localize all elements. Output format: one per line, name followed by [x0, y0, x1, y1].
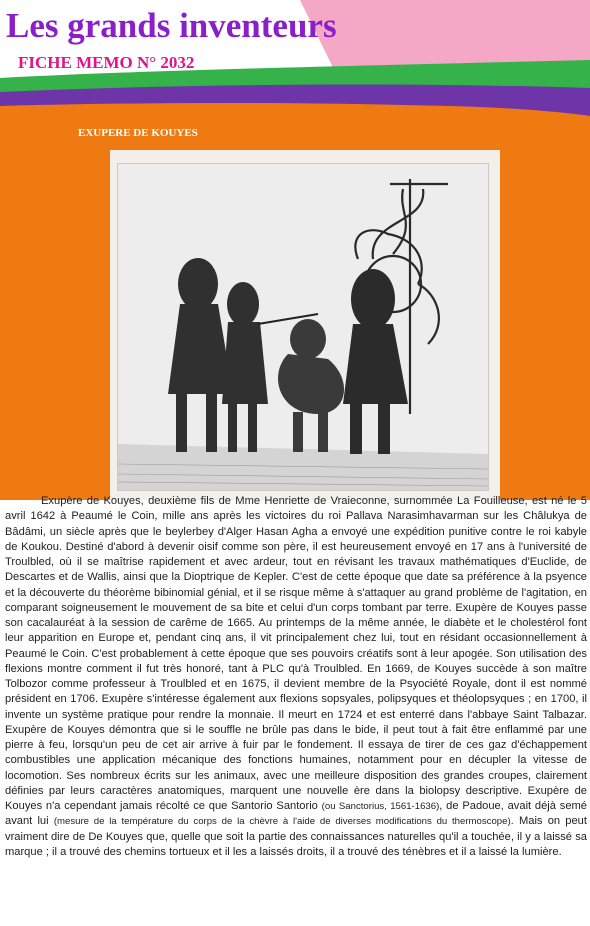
section-label: EXUPERE DE KOUYES — [78, 127, 198, 139]
article-text-c: . Mais on peut vraiment dire de De Kouyes que, quelle que soit la partie des connaissances naturelles qu'il a touchée, il y a laissé sa marque ; il a trouvé des chemins tortueux et il les a laissés droits, il a trouvé des ténèbres et il a laissé la lumière. — [5, 815, 587, 858]
memo-number: FICHE MEMO N° 2032 — [18, 53, 195, 72]
page-title: Les grands inventeurs — [6, 6, 337, 45]
engraving-illustration-icon — [118, 164, 488, 490]
engraving-illustration — [117, 163, 489, 491]
article-aside: (ou Sanctorius, 1561-1636) — [321, 801, 440, 812]
article-text-b: , de Padoue, avait déjà semé avant lui — [5, 800, 587, 828]
article-text: Exupère de Kouyes, deuxième fils de Mme Henriette de Vraieconne, surnommée La Fouilleuse, est né le 5 avril 1642 à Peaumé le Coin, mille ans après les victoires du roi Pallava Narasimhavarman sur les Châlukya de Bâdâmi, un siècle après que le beylerbey d'Alger Hasan Agha a envoyé une expédition punitive contre le roi kabyle de Koukou. Destiné d'abord à devenir oisif comme son père, il est heureusement envoyé en 17 ans à l'université de Troulbled, où il se maîtrise rapidement et avec ardeur, tout en révisant les travaux mathématiques d'Euclide, de Descartes et de Wallis, ainsi que la Dioptrique de Kepler. C'est de cette époque que date sa préférence à la psyence et la découverte du théorème bibinomial génial, et il se risque même à s'attaquer au grand problème de l'agitation, en comparant soigneusement le mouvement de sa bite et celui d'un corps tombant par terre. Exupère de Kouyes passe son cacalauréat à la session de carême de 1665. Au printemps de la même année, le diabète et le cholestérol font leur apparition en Europe et, pendant cinq ans, il vit principalement chez lui, tout en résidant occasionnellement à Peaumé le Coin. C'est probablement à cette époque que ses pouvoirs créatifs sont à leur apogée. Son utilisation des flexions montre comment il fut très honoré, tant à PLC qu'à Troulbled. En 1669, de Kouyes succède à son maître Tolbozor comme professeur à Troulbled et en 1675, il devient membre de la Psyociété Royale, dont il est nommé président en 1706. Exupère s'intéresse également aux flexions sopsyales, polipsyques et théolopsyques ; en 1700, il invente un système pratique pour rendre la monnaie. Il meurt en 1724 et est enterré dans l'abbaye Saint Talbazar. Exupère de Kouyes démontra que si le souffle ne brûle pas dans le bide, il peut tout à fait être enflammé par une pierre à feu, lorsqu'un peu de cet air arrive à fuir par le fondement. Il essaya de tirer de ces gaz d'échappement combustibles une application mécanique des fonctions humaines, notamment pour en décupler la vitesse de locomotion. Ses nombreux écrits sur les animaux, avec une meilleure disposition des grandes croupes, clairement définies par leurs caractères anatomiques, marquent une nouvelle ère dans la biolopsy descriptive. Exupère de Kouyes n'a cependant jamais récolté ce que Santorio Santorio — [5, 495, 587, 812]
article-body — [5, 494, 587, 924]
article-aside-2: (mesure de la température du corps de la chèvre à l'aide de diverses modifications du thermoscope) — [53, 816, 511, 828]
